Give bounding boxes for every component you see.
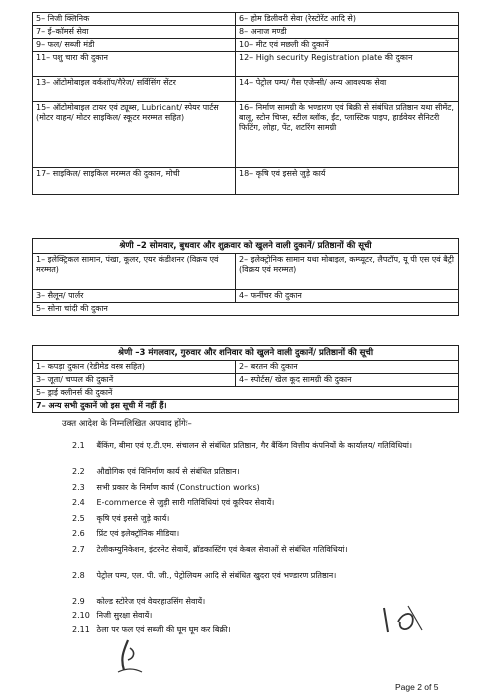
table-cell: 17– साइकिल/ साइकिल मरम्मत की दुकान, मोची bbox=[33, 168, 236, 195]
item-number: 2.10 bbox=[72, 611, 90, 620]
item-text: टेलीकम्युनिकेशन, इंटरनेट सेवायें, ब्रॉडकास्टिंग एवं केबल सेवाओं से संबंधित गतिविधियां। bbox=[96, 545, 348, 554]
item-number: 2.6 bbox=[72, 529, 85, 538]
table-cell: 4– फर्नीचर की दुकान bbox=[236, 290, 459, 303]
shops-table-1 bbox=[32, 12, 459, 195]
list-item bbox=[62, 482, 458, 493]
item-text: प्रिंट एवं इलेक्ट्रॉनिक मीडिया। bbox=[96, 529, 180, 538]
list-item bbox=[62, 466, 458, 477]
item-number: 2.3 bbox=[72, 483, 85, 492]
item-number: 2.8 bbox=[72, 571, 85, 580]
table-cell: 2– इलेक्ट्रोनिक सामान यथा मोबाइल, कम्प्यूटर, लैपटॉप, यू पी एस एवं बैट्री (विक्रय एवं मरम्मत) bbox=[236, 254, 459, 290]
item-number: 2.1 bbox=[72, 441, 85, 450]
list-item bbox=[62, 570, 458, 581]
item-text: औद्योगिक एवं विनिर्माण कार्य से संबंधित प्रतिष्ठान। bbox=[96, 467, 240, 476]
exceptions-intro: उक्त आदेश के निम्नलिखित अपवाद होंगेः– bbox=[62, 419, 192, 429]
table-cell: 13– ऑटोमोबाइल वर्कशॉप/गैरेज/ सर्विसिंग सेंटर bbox=[33, 77, 236, 102]
table-cell: 12– High security Registration plate की दुकान bbox=[236, 52, 459, 77]
table-cell: 4– स्पोर्टस/ खेल कूद सामग्री की दुकान bbox=[236, 374, 459, 387]
item-number: 2.4 bbox=[72, 498, 85, 507]
table-cell: 11– पशु चारा की दुकान bbox=[33, 52, 236, 77]
table-cell: 3– जूता/ चप्पल की दुकानें bbox=[33, 374, 236, 387]
item-text: सभी प्रकार के निर्माण कार्य (Construction works) bbox=[96, 483, 260, 492]
item-text: कृषि एवं इससे जुड़े कार्य। bbox=[96, 514, 170, 523]
table-cell: 10– मीट एवं मछली की दुकानें bbox=[236, 39, 459, 52]
table-cell: 14– पेट्रोल पम्प/ गैस एजेन्सी/ अन्य आवश्यक सेवा bbox=[236, 77, 459, 102]
table-cell: 2– बरतन की दुकान bbox=[236, 361, 459, 374]
list-item bbox=[62, 544, 458, 555]
table-cell: 15– ऑटोमोबाइल टायर एवं ट्यूब्स, Lubricant/ स्पेयर पार्टस (मोटर वाहन/ मोटर साइकिल/ स्कूटर मरम्मत सहित) bbox=[33, 102, 236, 168]
table-cell: 5– ड्राई क्लीनर्स की दुकानें bbox=[33, 387, 459, 400]
table-cell: 1– इलेक्ट्रिकल सामान, पंखा, कूलर, एयर कंडीशनर (विक्रय एवं मरम्मत) bbox=[33, 254, 236, 290]
table-cell: 16– निर्माण सामग्री के भण्डारण एवं बिक्री से संबंधित प्रतिष्ठान यथा सीमेंट, बालू, स्टोन चिप्स, स्टील ब्लॉक, ईंट, प्लास्टिक पाइप, हार्डवेयर सैनिटरी फिटिंग, लोहा, पेंट, शटरिंग सामग्री bbox=[236, 102, 459, 168]
list-item bbox=[62, 513, 458, 524]
item-text: पेट्रोल पम्प, एल. पी. जी., पेट्रोलियम आदि से संबंधित खुदरा एवं भण्डारण प्रतिष्ठान। bbox=[96, 571, 337, 580]
table-header: श्रेणी –3 मंगलवार, गुरुवार और शनिवार को खुलने वाली दुकानें/ प्रतिष्ठानों की सूची bbox=[33, 346, 459, 361]
table-cell: 6– होम डिलीवरी सेवा (रेस्टोरेंट आदि से) bbox=[236, 13, 459, 26]
shops-table-category-2 bbox=[32, 238, 459, 316]
table-cell: 7– अन्य सभी दुकानें जो इस सूची में नहीं हैं। bbox=[33, 400, 459, 413]
table-cell: 5– सोना चांदी की दुकान bbox=[33, 303, 459, 316]
shops-table-category-3 bbox=[32, 345, 459, 413]
item-number: 2.5 bbox=[72, 514, 85, 523]
table-cell: 5– निजी क्लिनिक bbox=[33, 13, 236, 26]
table-header: श्रेणी –2 सोमवार, बुधवार और शुक्रवार को खुलने वाली दुकानें/ प्रतिष्ठानों की सूची bbox=[33, 239, 459, 254]
item-number: 2.9 bbox=[72, 597, 85, 606]
page-number: Page 2 of 5 bbox=[395, 682, 439, 692]
item-text: कोल्ड स्टोरेज एवं वेयरहाउसिंग सेवायें। bbox=[96, 597, 206, 606]
table-cell: 8– अनाज मण्डी bbox=[236, 26, 459, 39]
table-cell: 1– कपड़ा दुकान (रेडीमेड वस्त्र सहित) bbox=[33, 361, 236, 374]
table-cell: 3– सैलून/ पार्लर bbox=[33, 290, 236, 303]
signature-mark-right bbox=[378, 602, 428, 636]
list-item bbox=[62, 528, 458, 539]
table-cell: 18– कृषि एवं इससे जुड़े कार्य bbox=[236, 168, 459, 195]
item-text: E-commerce से जुड़ी सारी गतिविधियां एवं कूरियर सेवायें। bbox=[96, 498, 275, 507]
table-cell: 9– फल/ सब्जी मंडी bbox=[33, 39, 236, 52]
item-number: 2.2 bbox=[72, 467, 85, 476]
item-text: निजी सुरक्षा सेवायें। bbox=[96, 611, 153, 620]
list-item bbox=[62, 497, 458, 508]
table-cell: 7– ई–कॉमर्स सेवा bbox=[33, 26, 236, 39]
list-item bbox=[62, 440, 458, 451]
item-number: 2.7 bbox=[72, 545, 85, 554]
item-text: ठेला पर फल एवं सब्जी की घूम घूम कर बिक्री। bbox=[96, 625, 231, 634]
item-text: बैंकिंग, बीमा एवं ए.टी.एम. संचालन से संबंधित प्रतिष्ठान, गैर बैंकिंग वित्तीय कंपनियों के कार्यालय/ गतिविधियां। bbox=[96, 441, 412, 450]
signature-mark-left bbox=[108, 636, 148, 676]
item-number: 2.11 bbox=[72, 625, 90, 634]
